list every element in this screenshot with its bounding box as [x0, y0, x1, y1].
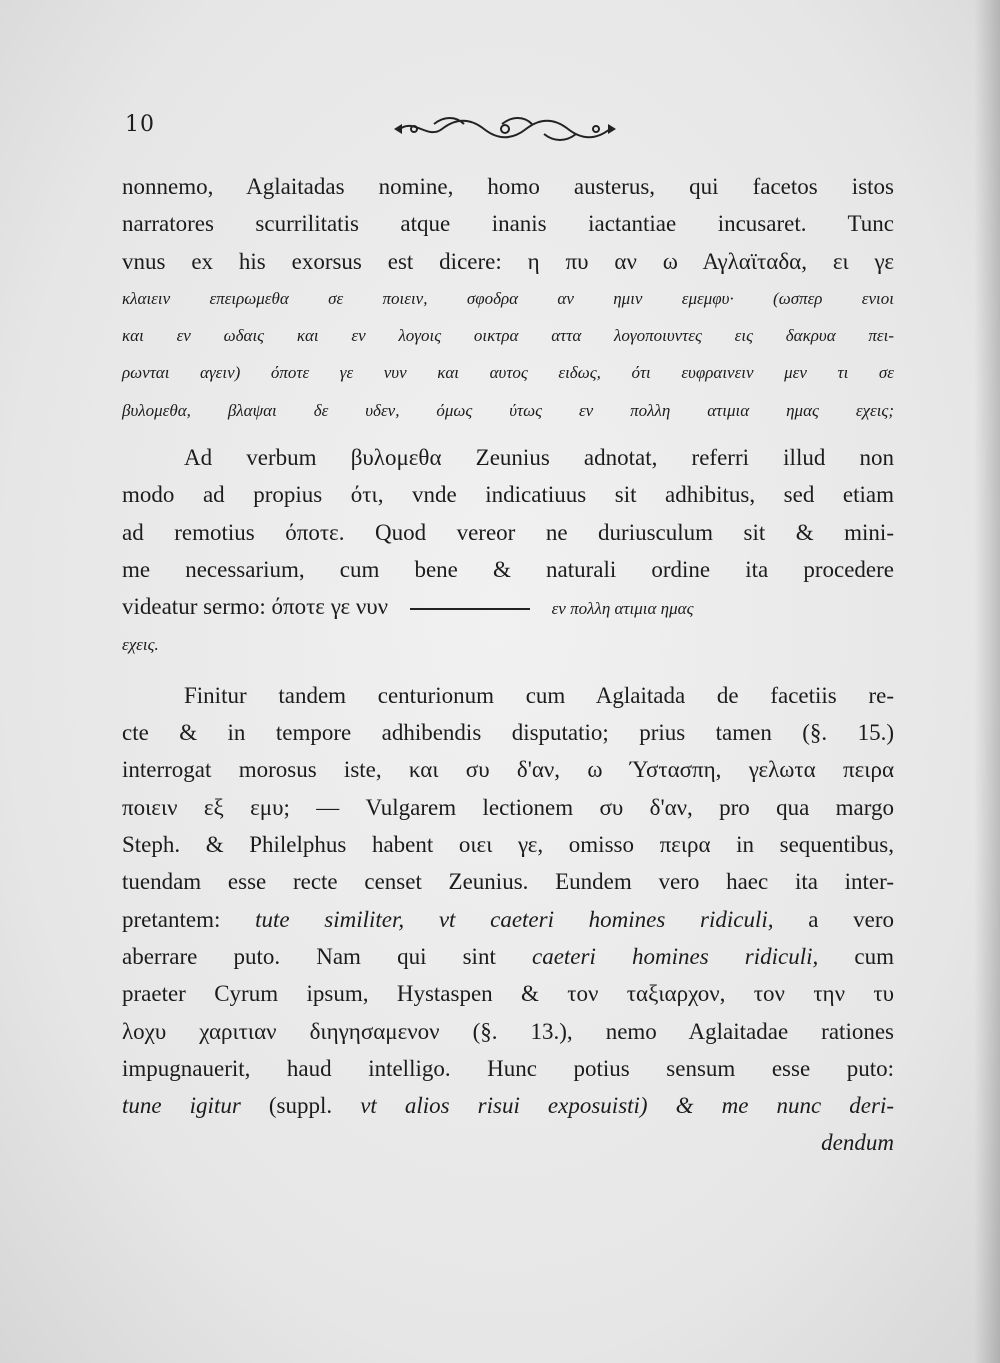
text-line: vnus ex his exorsus est dicere: η πυ αν ω Αγλαϊταδα, ει γε	[122, 248, 894, 274]
greek-text-line: ρωνται αγειν) όποτε γε νυν και αυτος ειδως, ότι ευφραινειν μεν τι σε	[122, 363, 894, 383]
greek-text-line: και εν ωδαις και εν λογοις οικτρα αττα λογοποιυντες εις δακρυα πει-	[122, 326, 894, 346]
text-line: narratores scurrilitatis atque inanis iactantiae incusaret. Tunc	[122, 211, 894, 237]
greek-text-line: κλαιειν επειρωμεθα σε ποιειν, σφοδρα αν ημιν εμεμφυ· (ωσπερ ενιοι	[122, 288, 894, 308]
text-fragment: cum	[854, 943, 894, 969]
body-text	[122, 168, 894, 1162]
greek-text-line: βυλομεθα, βλαψαι δε υδεν, όμως ύτως εν πολλη ατιμια ημας εχεις;	[122, 400, 894, 420]
text-line-composite	[122, 588, 894, 625]
text-line: me necessarium, cum bene & naturali ordine ita procedere	[122, 556, 894, 582]
italic-fragment: tune igitur	[122, 1093, 241, 1119]
catchword: dendum	[821, 1130, 894, 1156]
text-line: λοχυ χαριτιαν διηγησαμενον (§. 13.), nemo Aglaitadae rationes	[122, 1018, 894, 1044]
text-line-composite	[122, 901, 894, 938]
text-fragment: aberrare puto. Nam qui sint	[122, 943, 496, 969]
omission-dash	[410, 608, 530, 610]
text-line: ποιειν εξ εμυ; — Vulgarem lectionem συ δ'αν, pro qua margo	[122, 794, 894, 820]
text-line: praeter Cyrum ipsum, Hystaspen & τον ταξιαρχον, τον την τυ	[122, 981, 894, 1007]
greek-text-line: εχεις.	[122, 634, 159, 654]
page-number: 10	[125, 112, 155, 137]
italic-fragment: vt alios risui exposuisti) & me nunc deri-	[360, 1093, 894, 1119]
text-fragment: (suppl.	[268, 1093, 333, 1119]
text-line: interrogat morosus iste, και συ δ'αν, ω Ύστασπη, γελωτα πειρα	[122, 757, 894, 783]
text-line: Finitur tandem centurionum cum Aglaitada de facetiis re-	[184, 682, 894, 708]
greek-fragment: εν πολλη ατιμια ημας	[551, 599, 694, 619]
italic-fragment: caeteri homines ridiculi,	[531, 943, 819, 969]
text-line: Ad verbum βυλομεθα Zeunius adnotat, referri illud non	[184, 445, 894, 471]
text-fragment: videatur sermo: όποτε γε νυν	[122, 594, 389, 620]
text-line: tuendam esse recte censet Zeunius. Eundem vero haec ita inter-	[122, 869, 894, 895]
text-line-composite	[122, 938, 894, 975]
decorative-headpiece-icon	[394, 112, 616, 146]
text-fragment: a vero	[808, 906, 894, 932]
text-line: impugnauerit, haud intelligo. Hunc potius sensum esse puto:	[122, 1055, 894, 1081]
text-line: nonnemo, Aglaitadas nomine, homo austerus, qui facetos istos	[122, 174, 894, 199]
text-line: Steph. & Philelphus habent οιει γε, omisso πειρα in sequentibus,	[122, 832, 894, 858]
text-line: ad remotius όποτε. Quod vereor ne duriusculum sit & mini-	[122, 519, 894, 545]
text-fragment: pretantem:	[122, 906, 221, 932]
text-line: cte & in tempore adhibendis disputatio; prius tamen (§. 15.)	[122, 720, 894, 746]
text-line: modo ad propius ότι, vnde indicatiuus sit adhibitus, sed etiam	[122, 482, 894, 508]
text-line-composite	[122, 1087, 894, 1124]
italic-fragment: tute similiter, vt caeteri homines ridiculi,	[255, 906, 774, 932]
